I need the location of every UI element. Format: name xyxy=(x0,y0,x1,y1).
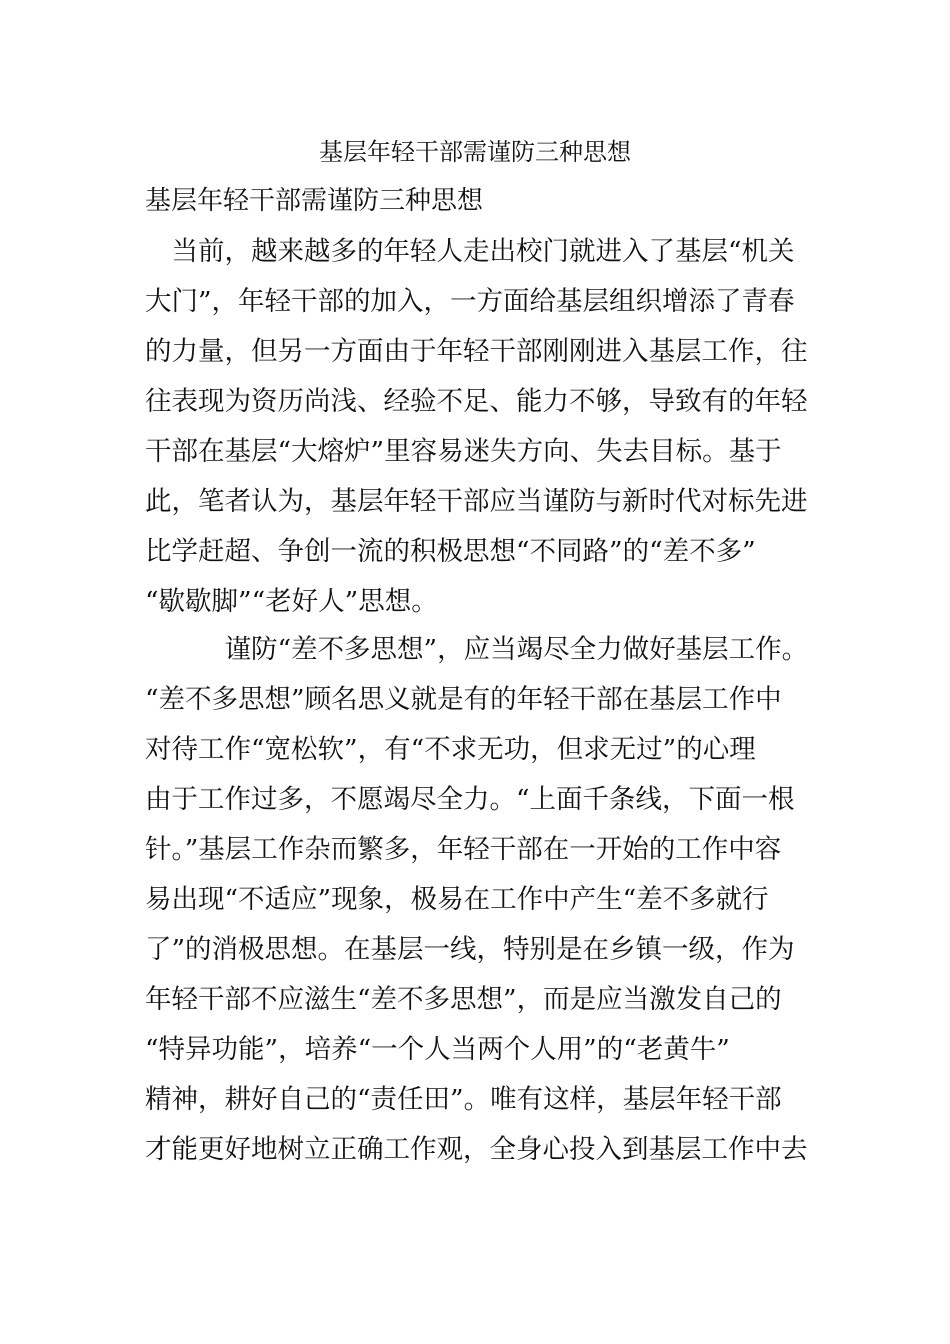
paragraph-line: 由于工作过多，不愿竭尽全力。“上面千条线，下面一根 xyxy=(145,784,795,815)
paragraph-line: 此，笔者认为，基层年轻干部应当谨防与新时代对标先进 xyxy=(145,486,808,517)
paragraph-line: 大门”，年轻干部的加入，一方面给基层组织增添了青春 xyxy=(145,286,795,317)
paragraph-line: 对待工作“宽松软”，有“不求无功，但求无过”的心理 xyxy=(145,734,756,765)
paragraph-line: 干部在基层“大熔炉”里容易迷失方向、失去目标。基于 xyxy=(145,436,782,467)
paragraph-line: 往表现为资历尚浅、经验不足、能力不够，导致有的年轻 xyxy=(145,386,808,417)
paragraph-line: 精神，耕好自己的“责任田”。唯有这样，基层年轻干部 xyxy=(145,1084,782,1115)
paragraph-line: 的力量，但另一方面由于年轻干部刚刚进入基层工作，往 xyxy=(145,336,808,367)
paragraph-line: “差不多思想”顾名思义就是有的年轻干部在基层工作中 xyxy=(145,684,782,715)
paragraph-line: “特异功能”，培养“一个人当两个人用”的“老黄牛” xyxy=(145,1034,730,1065)
paragraph-line: 比学赶超、争创一流的积极思想“不同路”的“差不多” xyxy=(145,536,756,567)
document-subtitle: 基层年轻干部需谨防三种思想 xyxy=(145,186,484,216)
paragraph-line: 年轻干部不应滋生“差不多思想”，而是应当激发自己的 xyxy=(145,984,782,1015)
paragraph-line: 才能更好地树立正确工作观，全身心投入到基层工作中去 xyxy=(145,1134,808,1165)
paragraph-line: 当前，越来越多的年轻人走出校门就进入了基层“机关 xyxy=(145,236,795,267)
paragraph-line: “歇歇脚”“老好人”思想。 xyxy=(145,586,438,617)
document-title: 基层年轻干部需谨防三种思想 xyxy=(319,138,631,166)
paragraph-line: 针。”基层工作杂而繁多，年轻干部在一开始的工作中容 xyxy=(145,834,782,865)
paragraph-line: 谨防“差不多思想”，应当竭尽全力做好基层工作。 xyxy=(145,634,809,665)
paragraph-line: 了”的消极思想。在基层一线，特别是在乡镇一级，作为 xyxy=(145,934,795,965)
paragraph-line: 易出现“不适应”现象，极易在工作中产生“差不多就行 xyxy=(145,884,769,915)
